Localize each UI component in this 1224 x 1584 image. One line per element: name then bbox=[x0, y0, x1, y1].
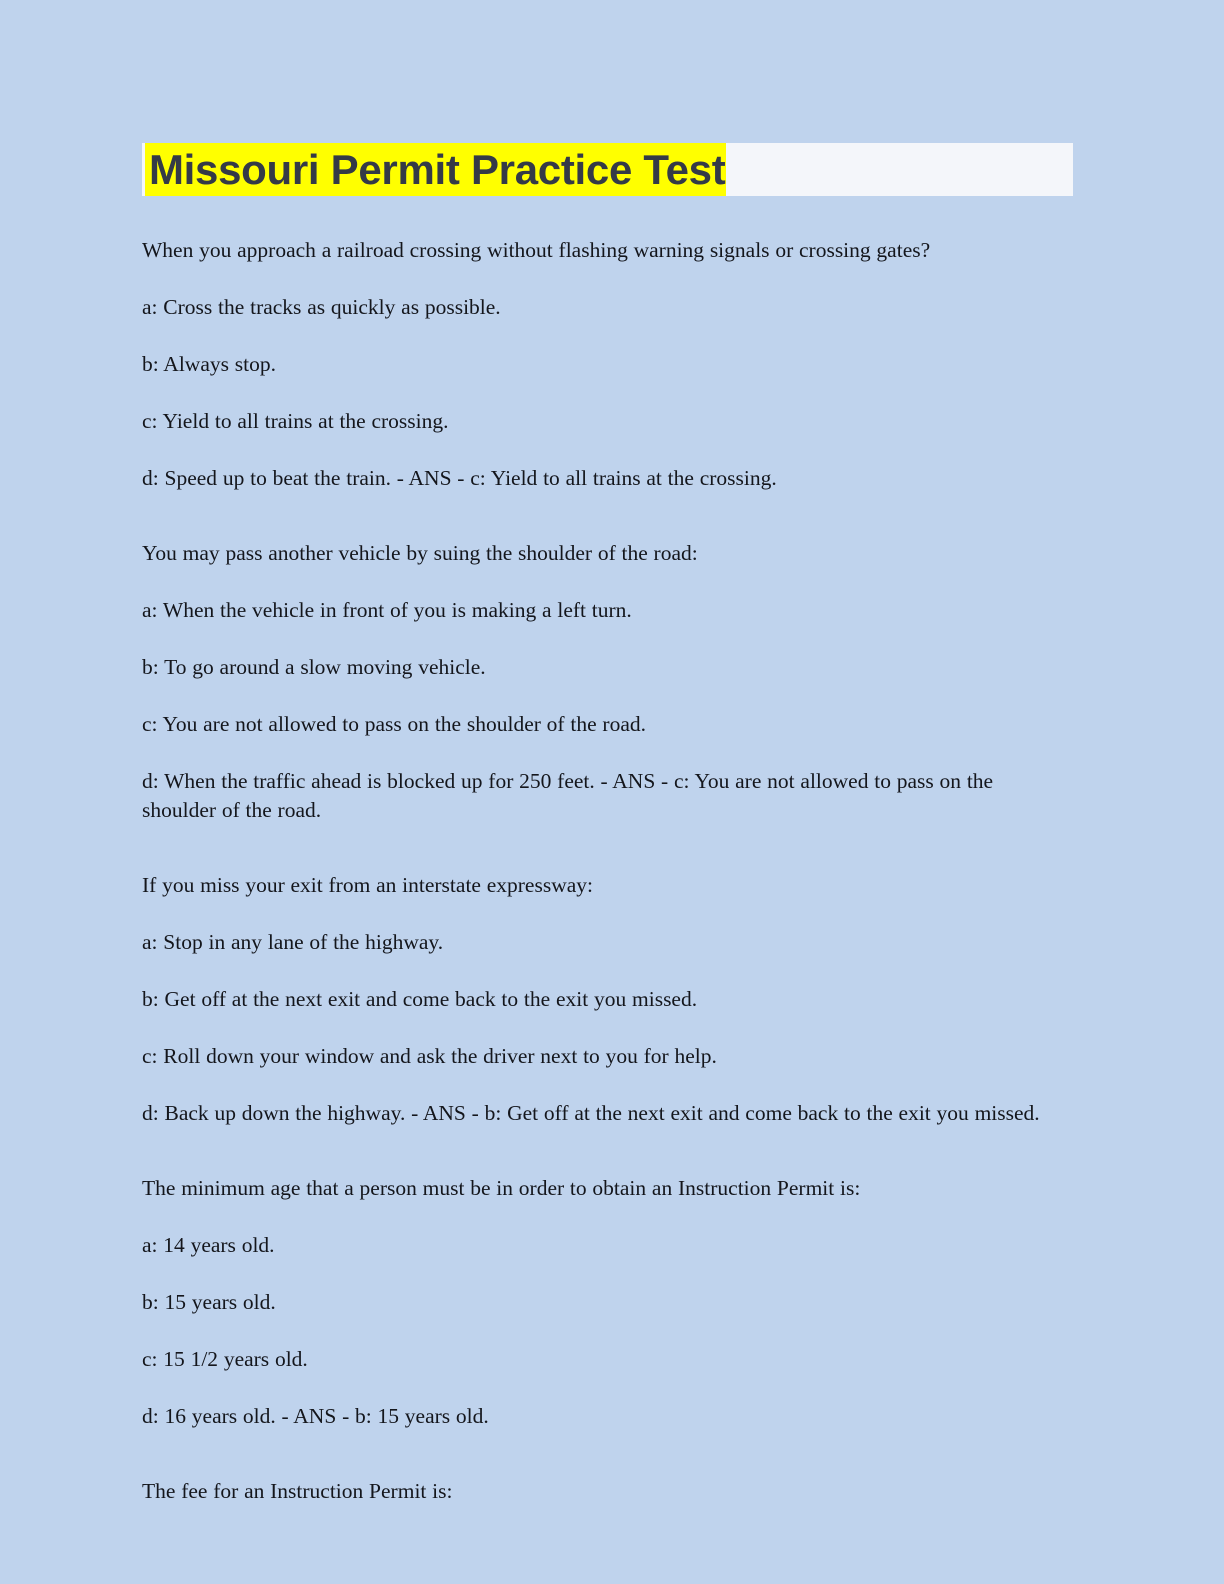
answer-option: c: Roll down your window and ask the driver next to you for help. bbox=[142, 1044, 717, 1068]
answer-option: b: 15 years old. bbox=[142, 1290, 276, 1314]
title-band bbox=[142, 143, 1073, 196]
answer-option: d: When the traffic ahead is blocked up for 250 feet. - ANS - c: You are not allowed to pass on the shoulder of the road. bbox=[142, 769, 994, 822]
question-prompt: You may pass another vehicle by suing the shoulder of the road: bbox=[142, 541, 698, 565]
answer-option: a: When the vehicle in front of you is making a left turn. bbox=[142, 598, 632, 622]
answer-option: b: Get off at the next exit and come back to the exit you missed. bbox=[142, 987, 698, 1011]
answer-option: a: Cross the tracks as quickly as possible. bbox=[142, 295, 501, 319]
answer-option: a: 14 years old. bbox=[142, 1233, 275, 1257]
questions-container bbox=[142, 236, 1050, 1534]
question-prompt: The fee for an Instruction Permit is: bbox=[142, 1479, 453, 1503]
question-prompt: The minimum age that a person must be in order to obtain an Instruction Permit is: bbox=[142, 1176, 861, 1200]
page-title: Missouri Permit Practice Test bbox=[149, 145, 726, 193]
answer-option: d: Speed up to beat the train. - ANS - c: Yield to all trains at the crossing. bbox=[142, 466, 777, 490]
title-highlight bbox=[145, 143, 726, 196]
answer-option: b: To go around a slow moving vehicle. bbox=[142, 655, 486, 679]
question-prompt: When you approach a railroad crossing without flashing warning signals or crossing gates? bbox=[142, 238, 931, 262]
answer-option: c: 15 1/2 years old. bbox=[142, 1347, 308, 1371]
answer-option: c: Yield to all trains at the crossing. bbox=[142, 409, 449, 433]
question-block bbox=[142, 539, 1050, 825]
question-prompt: If you miss your exit from an interstate expressway: bbox=[142, 873, 594, 897]
answer-option: a: Stop in any lane of the highway. bbox=[142, 930, 444, 954]
answer-option: d: Back up down the highway. - ANS - b: Get off at the next exit and come back to the exit you missed. bbox=[142, 1101, 1040, 1125]
answer-option: d: 16 years old. - ANS - b: 15 years old. bbox=[142, 1404, 489, 1428]
question-block bbox=[142, 1477, 1050, 1506]
question-block bbox=[142, 236, 1050, 493]
question-block bbox=[142, 1174, 1050, 1431]
answer-option: b: Always stop. bbox=[142, 352, 276, 376]
answer-option: c: You are not allowed to pass on the shoulder of the road. bbox=[142, 712, 646, 736]
question-block bbox=[142, 871, 1050, 1128]
